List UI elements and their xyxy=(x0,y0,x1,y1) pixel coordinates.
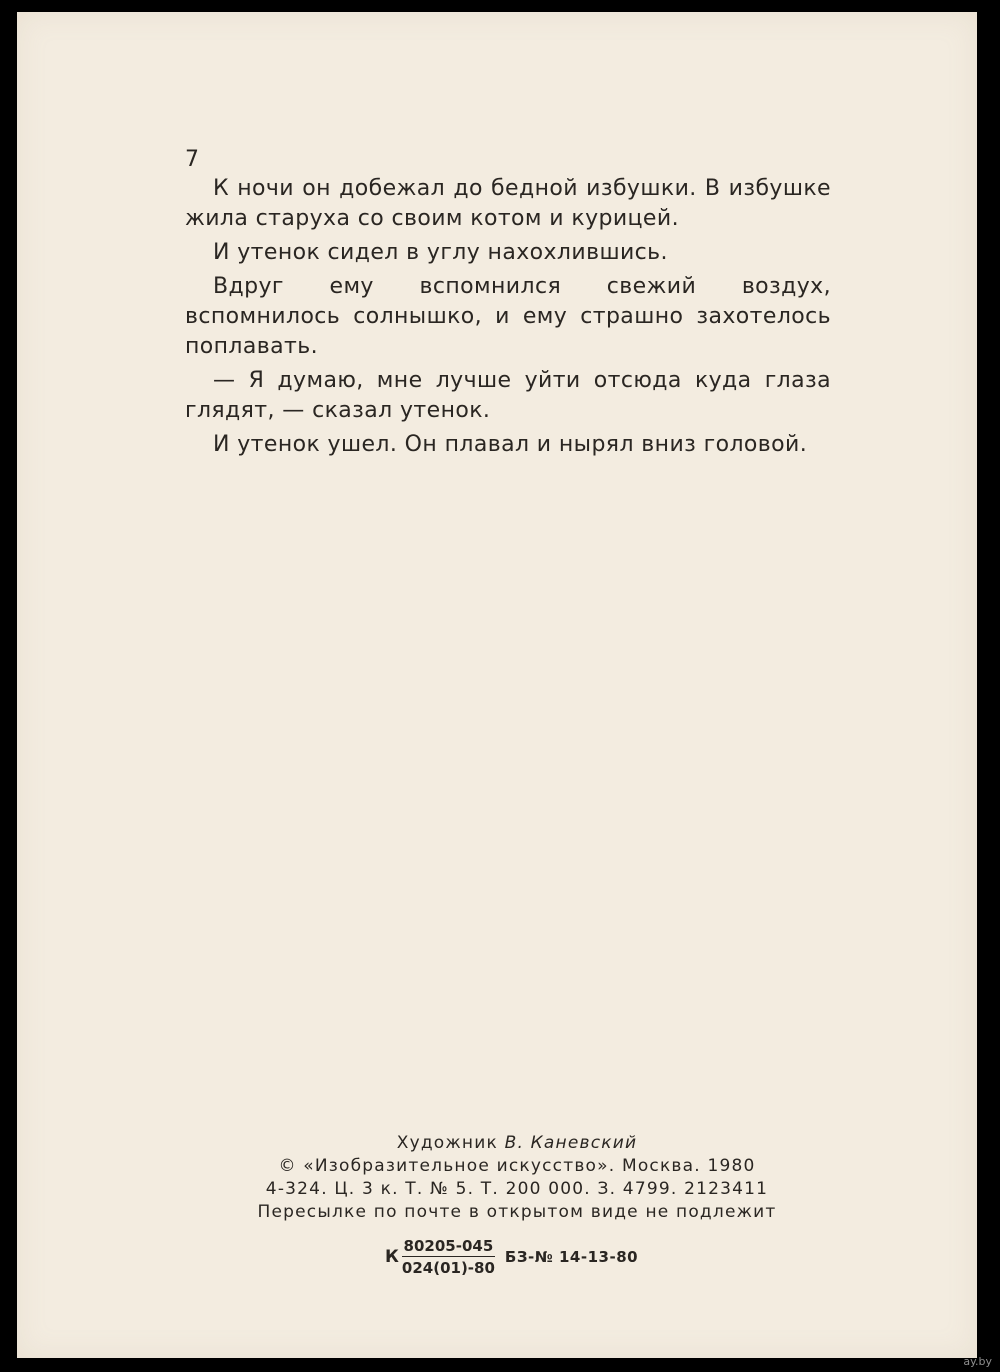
catalog-code xyxy=(385,1237,638,1277)
story-paragraph-4: — Я думаю, мне лучше уйти отсюда куда глаза глядят, — сказал утенок. xyxy=(185,368,831,423)
mail-line: Пересылке по почте в открытом виде не подлежит xyxy=(257,1202,777,1222)
catalog-letter: К xyxy=(385,1247,399,1267)
catalog-denominator: 024(01)-80 xyxy=(401,1259,495,1277)
catalog-numerator: 80205-045 xyxy=(403,1237,494,1255)
story-paragraph-2: И утенок сидел в углу нахохлившись. xyxy=(213,240,668,265)
publisher-line: © «Изобразительное искусство». Москва. 1980 xyxy=(278,1156,756,1176)
story-paragraph-5: И утенок ушел. Он плавал и нырял вниз головой. xyxy=(213,432,808,457)
story-paragraph-1: К ночи он добежал до бедной избушки. В избушке жила старуха со своим котом и курицей. xyxy=(185,176,831,231)
print-line: 4-324. Ц. 3 к. Т. № 5. Т. 200 000. З. 4799. 2123411 xyxy=(265,1179,769,1199)
imprint xyxy=(177,1132,857,1224)
story-paragraph-3: Вдруг ему вспомнился свежий воздух, вспомнилось солнышко, и ему страшно захотелось поплавать. xyxy=(185,274,831,359)
order-code: БЗ-№ 14-13-80 xyxy=(504,1248,639,1266)
watermark: ay.by xyxy=(963,1355,992,1368)
page-number: 7 xyxy=(185,147,200,172)
postcard-back xyxy=(17,12,977,1358)
artist-label: Художник xyxy=(396,1133,498,1153)
story-text xyxy=(185,146,831,464)
artist-credit xyxy=(177,1132,857,1155)
artist-name: В. Каневский xyxy=(504,1133,638,1153)
catalog-fraction xyxy=(400,1237,497,1277)
